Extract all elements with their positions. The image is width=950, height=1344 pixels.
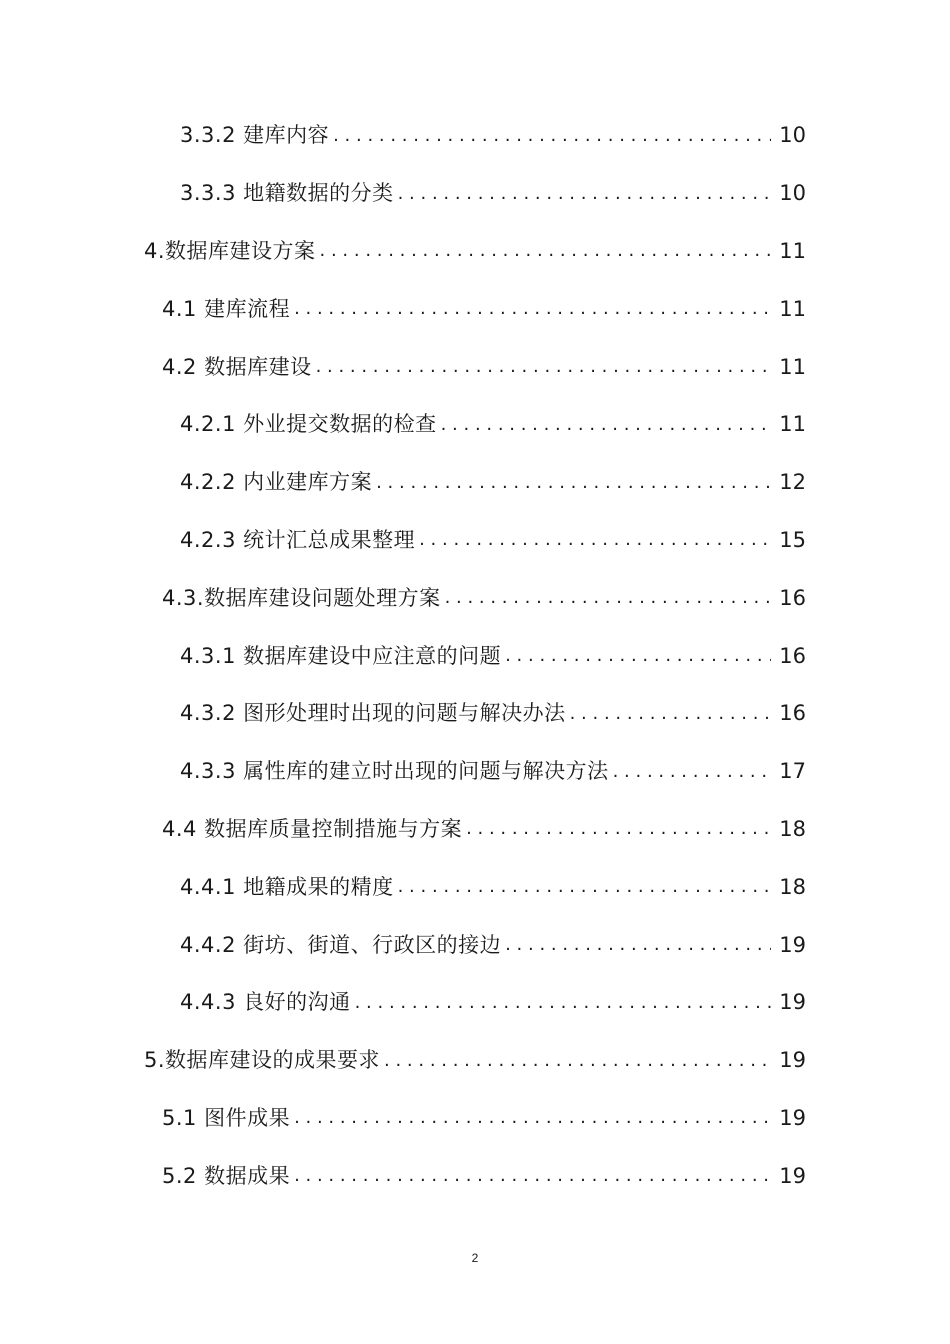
toc-entry[interactable] bbox=[0, 685, 950, 743]
toc-entry-page: 16 bbox=[779, 643, 806, 668]
toc-entry-title: 4.2.2 内业建库方案 bbox=[180, 470, 373, 495]
toc-entry[interactable] bbox=[0, 1032, 950, 1090]
toc-entry[interactable] bbox=[0, 223, 950, 281]
toc-entry-page: 15 bbox=[779, 527, 806, 552]
toc-entry-title: 5.1 图件成果 bbox=[162, 1105, 291, 1130]
toc-leader-dots bbox=[505, 936, 771, 954]
toc-leader-dots bbox=[445, 589, 772, 607]
toc-entry-page: 16 bbox=[779, 701, 806, 726]
toc-leader-dots bbox=[355, 994, 772, 1012]
toc-leader-dots bbox=[294, 300, 771, 318]
toc-leader-dots bbox=[376, 474, 771, 492]
toc-entry-page: 19 bbox=[779, 1105, 806, 1130]
toc-entry-page: 11 bbox=[779, 238, 806, 263]
toc-entry-page: 18 bbox=[779, 816, 806, 841]
toc-entry[interactable] bbox=[0, 801, 950, 859]
toc-leader-dots bbox=[419, 531, 771, 549]
toc-leader-dots bbox=[320, 242, 772, 260]
toc-entry-title: 4.2.1 外业提交数据的检查 bbox=[180, 412, 437, 437]
toc-entry-title: 4.数据库建设方案 bbox=[144, 238, 316, 263]
toc-entry-title: 4.4.3 良好的沟通 bbox=[180, 990, 351, 1015]
toc-leader-dots bbox=[398, 878, 772, 896]
toc-entry-title: 3.3.3 地籍数据的分类 bbox=[180, 181, 394, 206]
toc-entry[interactable] bbox=[0, 107, 950, 165]
toc-entry-page: 17 bbox=[779, 759, 806, 784]
toc-entry[interactable] bbox=[0, 569, 950, 627]
toc-entry[interactable] bbox=[0, 280, 950, 338]
toc-leader-dots bbox=[316, 358, 772, 376]
toc-entry-title: 4.2.3 统计汇总成果整理 bbox=[180, 527, 416, 552]
toc-entry[interactable] bbox=[0, 627, 950, 685]
toc-entry[interactable] bbox=[0, 338, 950, 396]
toc-entry-page: 11 bbox=[779, 412, 806, 437]
toc-entry-page: 19 bbox=[779, 1048, 806, 1073]
toc-leader-dots bbox=[505, 647, 771, 665]
toc-entry[interactable] bbox=[0, 396, 950, 454]
toc-entry-page: 16 bbox=[779, 585, 806, 610]
toc-entry[interactable] bbox=[0, 743, 950, 801]
toc-entry-page: 19 bbox=[779, 990, 806, 1015]
toc-entry[interactable] bbox=[0, 858, 950, 916]
toc-entry-page: 19 bbox=[779, 932, 806, 957]
toc-leader-dots bbox=[398, 185, 772, 203]
toc-entry-page: 11 bbox=[779, 354, 806, 379]
toc-entry-title: 4.3.数据库建设问题处理方案 bbox=[162, 585, 441, 610]
toc-entry-title: 4.4 数据库质量控制措施与方案 bbox=[162, 816, 463, 841]
toc-entry[interactable] bbox=[0, 916, 950, 974]
toc-leader-dots bbox=[384, 1052, 771, 1070]
page-number: 2 bbox=[471, 1251, 479, 1265]
toc-entry-title: 4.3.1 数据库建设中应注意的问题 bbox=[180, 643, 502, 668]
toc-entry-title: 4.3.2 图形处理时出现的问题与解决办法 bbox=[180, 701, 566, 726]
toc-entry-page: 19 bbox=[779, 1163, 806, 1188]
toc-leader-dots bbox=[294, 1109, 771, 1127]
toc-leader-dots bbox=[570, 705, 772, 723]
toc-entry[interactable] bbox=[0, 974, 950, 1032]
table-of-contents bbox=[0, 107, 950, 1205]
toc-entry-title: 5.数据库建设的成果要求 bbox=[144, 1048, 381, 1073]
toc-entry-page: 18 bbox=[779, 874, 806, 899]
toc-entry-page: 12 bbox=[779, 470, 806, 495]
toc-leader-dots bbox=[294, 1167, 771, 1185]
toc-entry[interactable] bbox=[0, 165, 950, 223]
toc-entry[interactable] bbox=[0, 1090, 950, 1148]
toc-entry-title: 4.4.2 街坊、街道、行政区的接边 bbox=[180, 932, 502, 957]
toc-entry-page: 10 bbox=[779, 181, 806, 206]
toc-entry-page: 10 bbox=[779, 123, 806, 148]
toc-leader-dots bbox=[441, 416, 772, 434]
toc-entry[interactable] bbox=[0, 1147, 950, 1205]
toc-entry[interactable] bbox=[0, 454, 950, 512]
toc-leader-dots bbox=[613, 763, 772, 781]
toc-leader-dots bbox=[466, 820, 771, 838]
toc-entry-page: 11 bbox=[779, 296, 806, 321]
toc-leader-dots bbox=[333, 127, 771, 145]
toc-entry-title: 4.2 数据库建设 bbox=[162, 354, 312, 379]
toc-entry-title: 3.3.2 建库内容 bbox=[180, 123, 330, 148]
toc-entry-title: 4.4.1 地籍成果的精度 bbox=[180, 874, 394, 899]
toc-entry[interactable] bbox=[0, 512, 950, 570]
toc-entry-title: 5.2 数据成果 bbox=[162, 1163, 291, 1188]
toc-entry-title: 4.3.3 属性库的建立时出现的问题与解决方法 bbox=[180, 759, 609, 784]
toc-entry-title: 4.1 建库流程 bbox=[162, 296, 291, 321]
